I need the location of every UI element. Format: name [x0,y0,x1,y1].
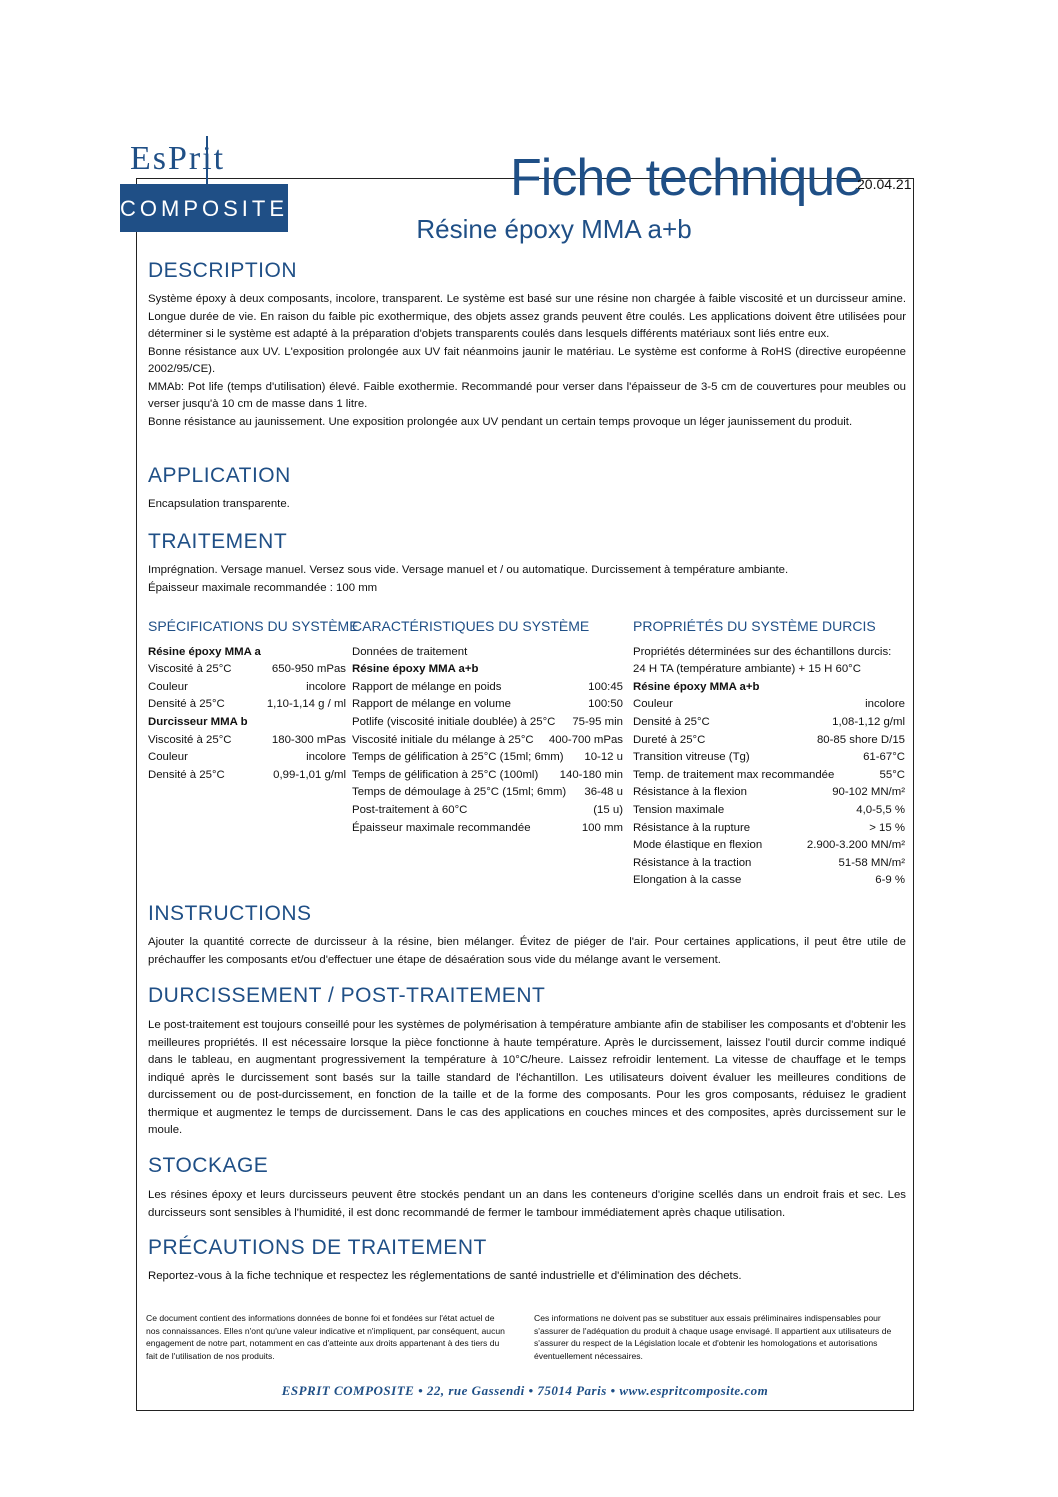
row-label: Résistance à la traction [633,856,752,869]
table-row [148,714,346,732]
row-label: Données de traitement [352,645,468,658]
section-heading-instructions: INSTRUCTIONS [148,902,312,925]
instructions-text: Ajouter la quantité correcte de durcisseur à la résine, bien mélanger. Évitez de piéger de l'air. Pour certaines applications, il peut être utile de préchauffer les composants et/ou d'effectuer une étape de désaération sous vide du mélange avant le versement. [148,936,906,966]
row-value: incolore [306,680,346,693]
row-value: 6-9 % [875,874,905,887]
section-heading-durcissement: DURCISSEMENT / POST-TRAITEMENT [148,984,546,1007]
proprietes-table [633,644,905,890]
specs-heading: SPÉCIFICATIONS DU SYSTÈME [148,618,359,634]
row-value: incolore [865,698,905,711]
description-paragraph: Bonne résistance au jaunissement. Une exposition prolongée aux UV pendant un certain temps provoque un léger jaunissement du produit. [148,415,853,428]
proprietes-column [633,618,905,890]
row-label: Couleur [633,698,673,711]
row-label: Temps de gélification à 25°C (15ml; 6mm) [352,751,564,764]
caracteristiques-table [352,644,623,838]
row-value: 100:45 [588,680,623,693]
table-row [633,749,905,767]
row-label: Viscosité à 25°C [148,733,232,746]
table-row [633,696,905,714]
row-label: Tension maximale [633,803,725,816]
row-label: Propriétés déterminées sur des échantillons durcis: [633,645,892,658]
row-value: incolore [306,751,346,764]
description-paragraph: MMAb: Pot life (temps d'utilisation) élevé. Faible exothermie. Recommandé pour verser dans l'épaisseur de 3-5 cm de couvertures pour meubles ou verser jusqu'à 10 cm de masse dans 1 litre. [148,380,906,410]
table-row [633,802,905,820]
table-row [352,820,623,838]
section-heading-description: DESCRIPTION [148,259,298,282]
row-value: 180-300 mPas [271,733,346,746]
table-row [352,644,623,662]
specs-table [148,644,346,785]
table-row [148,679,346,697]
row-label: Transition vitreuse (Tg) [633,751,750,764]
table-row [352,661,623,679]
row-value: 55°C [879,768,905,781]
row-label: Rapport de mélange en volume [352,698,511,711]
row-label: Résistance à la flexion [633,786,747,799]
table-row [633,820,905,838]
row-value: 80-85 shore D/15 [816,733,905,746]
row-label: Viscosité initiale du mélange à 25°C [352,733,534,746]
table-row [352,714,623,732]
description-paragraph: Système époxy à deux composants, incolore, transparent. Le système est basé sur une résine non chargée à faible viscosité et un durcisseur amine. Longue durée de vie. En raison du faible pic exothermique, des objets assez grands peuvent être coulés. Les applications doivent être utilisées pour déterminer si le système est adapté à la préparation d'objets transparents coulés dans lesquels différents matériaux sont liés entre eux. [148,293,906,340]
row-label: Temps de gélification à 25°C (100ml) [352,768,539,781]
row-value: 400-700 mPas [548,733,623,746]
row-value: 90-102 MN/m² [832,786,905,799]
row-label: Dureté à 25°C [633,733,706,746]
table-row [633,644,905,662]
section-heading-precautions: PRÉCAUTIONS DE TRAITEMENT [148,1236,487,1259]
row-value: 36-48 u [584,786,623,799]
table-row [633,872,905,890]
footer-disclaimer-right: Ces informations ne doivent pas se substituer aux essais préliminaires indispensables pour s'assurer de l'adéquation du produit à chaque usage envisagé. Il appartient aux utilisateurs de s'assurer du respect de la Législation locale et d'obtenir les homologations et autorisations éventuellement nécessaires. [534,1313,892,1361]
row-value: 1,08-1,12 g/ml [832,715,905,728]
product-name: Résine époxy MMA a+b [416,214,692,244]
row-value: 1,10-1,14 g / ml [266,698,346,711]
table-row [148,696,346,714]
row-value: 140-180 min [559,768,623,781]
row-label: Elongation à la casse [633,874,742,887]
row-label: Post-traitement à 60°C [352,803,468,816]
traitement-line: Imprégnation. Versage manuel. Versez sous vide. Versage manuel et / ou automatique. Durcissement à température ambiante. [148,564,789,576]
traitement-line: Épaisseur maximale recommandée : 100 mm [148,581,378,594]
table-row [352,732,623,750]
table-row [352,749,623,767]
table-row [148,661,346,679]
caracteristiques-heading: CARACTÉRISTIQUES DU SYSTÈME [352,618,590,634]
row-value: > 15 % [869,821,905,834]
application-text: Encapsulation transparente. [148,498,290,510]
row-label: Viscosité à 25°C [148,663,232,676]
logo-bottom-text: COMPOSITE [120,196,289,221]
logo-top-text: EsPrit [130,140,226,177]
table-row [633,714,905,732]
caracteristiques-column [352,618,623,837]
row-label: Couleur [148,751,188,764]
section-heading-traitement: TRAITEMENT [148,530,288,553]
row-label: Rapport de mélange en poids [352,680,502,693]
table-row [148,644,346,662]
table-row [352,696,623,714]
row-value: 2.900-3.200 MN/m² [806,839,905,852]
row-value: 75-95 min [572,715,623,728]
row-label: Couleur [148,680,188,693]
row-label: Densité à 25°C [148,698,225,711]
row-label: Temp. de traitement max recommandée [633,768,835,781]
table-row [352,679,623,697]
section-heading-application: APPLICATION [148,464,291,487]
row-value: 51-58 MN/m² [838,856,905,869]
table-row [633,855,905,873]
row-label: Résine époxy MMA a+b [633,680,760,693]
document-date: 20.04.21 [857,176,912,192]
row-value: 10-12 u [584,751,623,764]
row-value: 100 mm [581,821,623,834]
table-row [633,661,905,679]
row-label: Résine époxy MMA a [148,645,261,658]
row-value: 4,0-5,5 % [856,803,905,816]
table-row [633,679,905,697]
document-title: Fiche technique [510,149,863,207]
row-label: Durcisseur MMA b [148,715,248,728]
precautions-text: Reportez-vous à la fiche technique et respectez les réglementations de santé industrielle et d'élimination des déchets. [148,1270,742,1282]
table-row [633,732,905,750]
table-row [633,767,905,785]
table-row [148,767,346,785]
table-row [352,767,623,785]
traitement-text [148,562,906,597]
row-label: Densité à 25°C [633,715,710,728]
row-value: (15 u) [593,803,623,816]
table-row [352,784,623,802]
proprietes-heading: PROPRIÉTÉS DU SYSTÈME DURCIS [633,618,876,634]
stockage-text: Les résines époxy et leurs durcisseurs peuvent être stockés pendant un an dans les conteneurs d'origine scellés dans un endroit frais et sec. Les durcisseurs sont sensibles à l'humidité, il est donc recommandé de fermer le tambour immédiatement après chaque utilisation. [148,1189,906,1219]
section-heading-stockage: STOCKAGE [148,1154,269,1177]
row-label: Mode élastique en flexion [633,839,763,852]
description-paragraph: Bonne résistance aux UV. L'exposition prolongée aux UV fait néanmoins jaunir le matériau. Le système est conforme à RoHS (directive européenne 2002/95/CE). [148,345,906,375]
row-label: Résine époxy MMA a+b [352,663,479,676]
table-row [633,837,905,855]
row-label: Densité à 25°C [148,768,225,781]
footer-disclaimer-left: Ce document contient des informations données de bonne foi et fondées sur l'état actuel de nos connaissances. Elles n'ont qu'une valeur indicative et n'impliquent, par conséquent, aucun engagement de notre part, notamment en cas d'atteinte aux droits appartenant à des tiers du fait de l'utilisation de nos produits. [146,1313,505,1361]
table-row [633,784,905,802]
specs-column [148,618,359,784]
table-row [148,732,346,750]
row-label: Temps de démoulage à 25°C (15ml; 6mm) [352,786,567,799]
footer-address: ESPRIT COMPOSITE • 22, rue Gassendi • 75014 Paris • www.espritcomposite.com [281,1383,769,1398]
row-label: Potlife (viscosité initiale doublée) à 25°C [352,715,556,728]
row-label: 24 H TA (température ambiante) + 15 H 60°C [633,663,861,676]
row-label: Épaisseur maximale recommandée [352,821,531,834]
row-value: 0,99-1,01 g/ml [273,768,346,781]
row-value: 100:50 [588,698,623,711]
table-row [352,802,623,820]
table-row [148,749,346,767]
description-text [148,291,906,431]
row-label: Résistance à la rupture [633,821,751,834]
row-value: 650-950 mPas [271,663,346,676]
durcissement-text: Le post-traitement est toujours conseillé pour les systèmes de polymérisation à température ambiante afin de stabiliser les composants et d'obtenir les meilleures propriétés. Il est nécessaire lorsque la pièce fonctionne à haute température. Après le durcissement, laissez l'outil durcir comme indiqué dans le tableau, en augmentant progressivement la température à 10°C/heure. Laissez refroidir lentement. La vitesse de chauffage et le temps indiqué après le durcissement sont basés sur la taille standard de l'échantillon. Les utilisateurs doivent évaluer les meilleures conditions de durcissement ou de post-durcissement, en fonction de la taille et de la forme des composants. Pour les gros composants, réduisez le gradient thermique et augmentez le temps de durcissement. Dans le cas des applications en couches minces et des composites, après durcissement sur le moule. [148,1019,906,1136]
row-value: 61-67°C [863,751,905,764]
